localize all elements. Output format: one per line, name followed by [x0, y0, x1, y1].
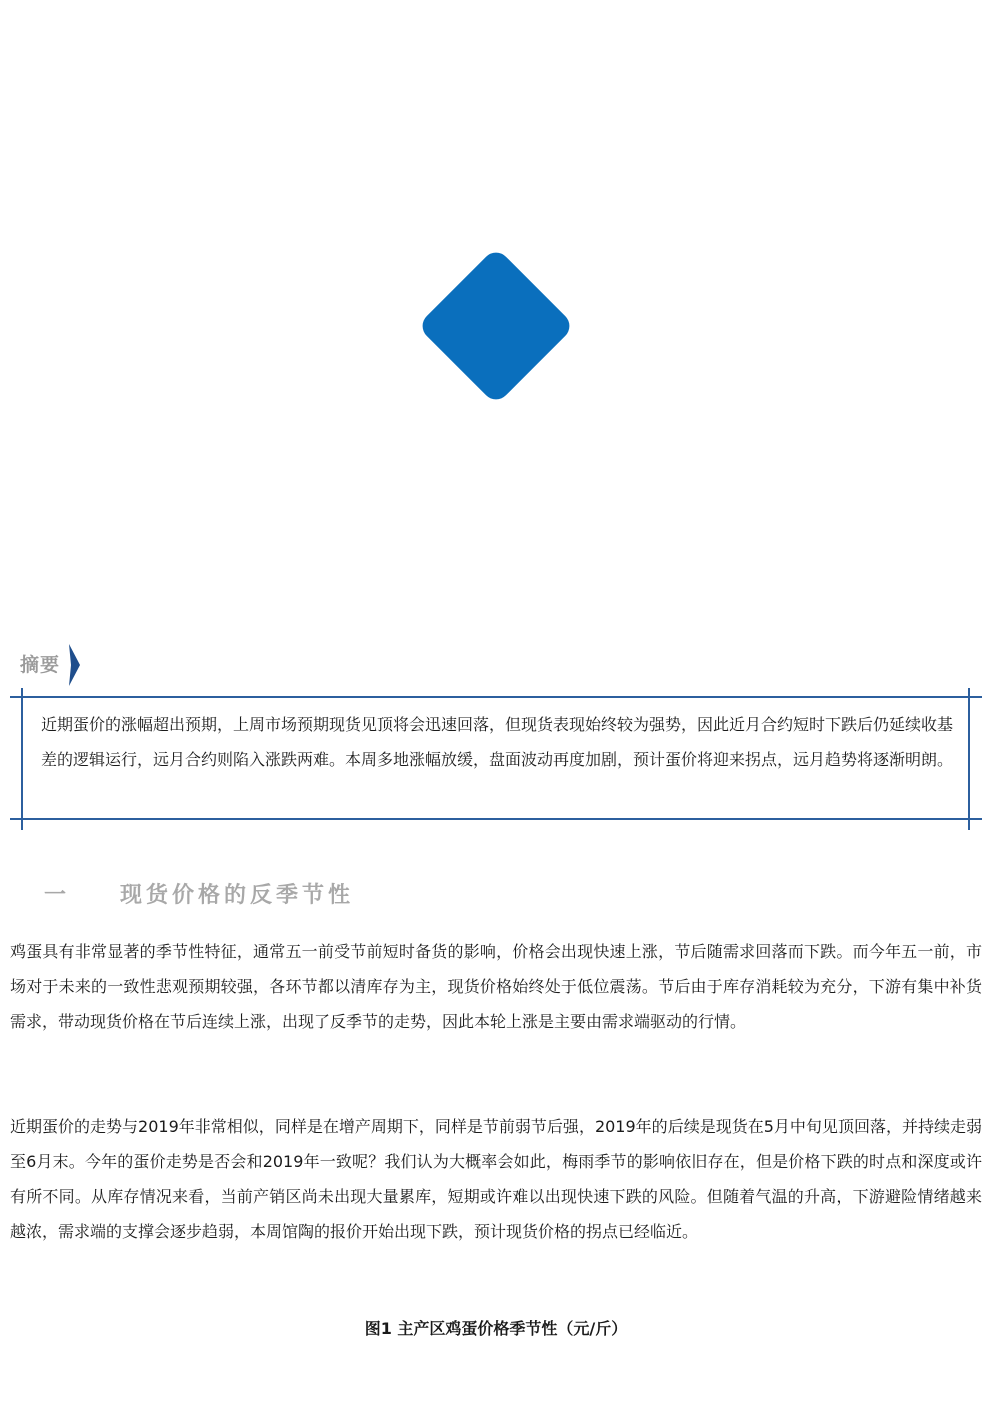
- summary-label: 摘要: [20, 654, 61, 676]
- section-title: 现货价格的反季节性: [120, 883, 355, 908]
- summary-text: 近期蛋价的涨幅超出预期，上周市场预期现货见顶将会迅速回落，但现货表现始终较为强势，因此近月合约短时下跌后仍延续收基差的逻辑运行，远月合约则陷入涨跌两难。本周多地涨幅放缓，盘面波动再度加剧，预计蛋价将迎来拐点，远月趋势将逐渐明朗。: [41, 715, 954, 769]
- chevron-right-icon: [69, 644, 81, 686]
- figure-caption: 图1 主产区鸡蛋价格季节性（元/斤）: [364, 1319, 628, 1338]
- logo-diamond: [417, 247, 575, 405]
- body-paragraph-1: 鸡蛋具有非常显著的季节性特征，通常五一前受节前短时备货的影响，价格会出现快速上涨，节后随需求回落而下跌。而今年五一前，市场对于未来的一致性悲观预期较强，各环节都以清库存为主，现货价格始终处于低位震荡。节后由于库存消耗较为充分，下游有集中补货需求，带动现货价格在节后连续上涨，出现了反季节的走势，因此本轮上涨是主要由需求端驱动的行情。: [10, 942, 982, 1031]
- body-paragraph-2: 近期蛋价的走势与2019年非常相似，同样是在增产周期下，同样是节前弱节后强，2019年的后续是现货在5月中旬见顶回落，并持续走弱至6月末。今年的蛋价走势是否会和2019年一致呢？我们认为大概率会如此，梅雨季节的影响依旧存在，但是价格下跌的时点和深度或许有所不同。从库存情况来看，当前产销区尚未出现大量累库，短期或许难以出现快速下跌的风险。但随着气温的升高，下游避险情绪越来越浓，需求端的支撑会逐步趋弱，本周馆陶的报价开始出现下跌，预计现货价格的拐点已经临近。: [10, 1117, 982, 1241]
- section-heading: [44, 878, 354, 909]
- section-number: 一: [44, 883, 71, 908]
